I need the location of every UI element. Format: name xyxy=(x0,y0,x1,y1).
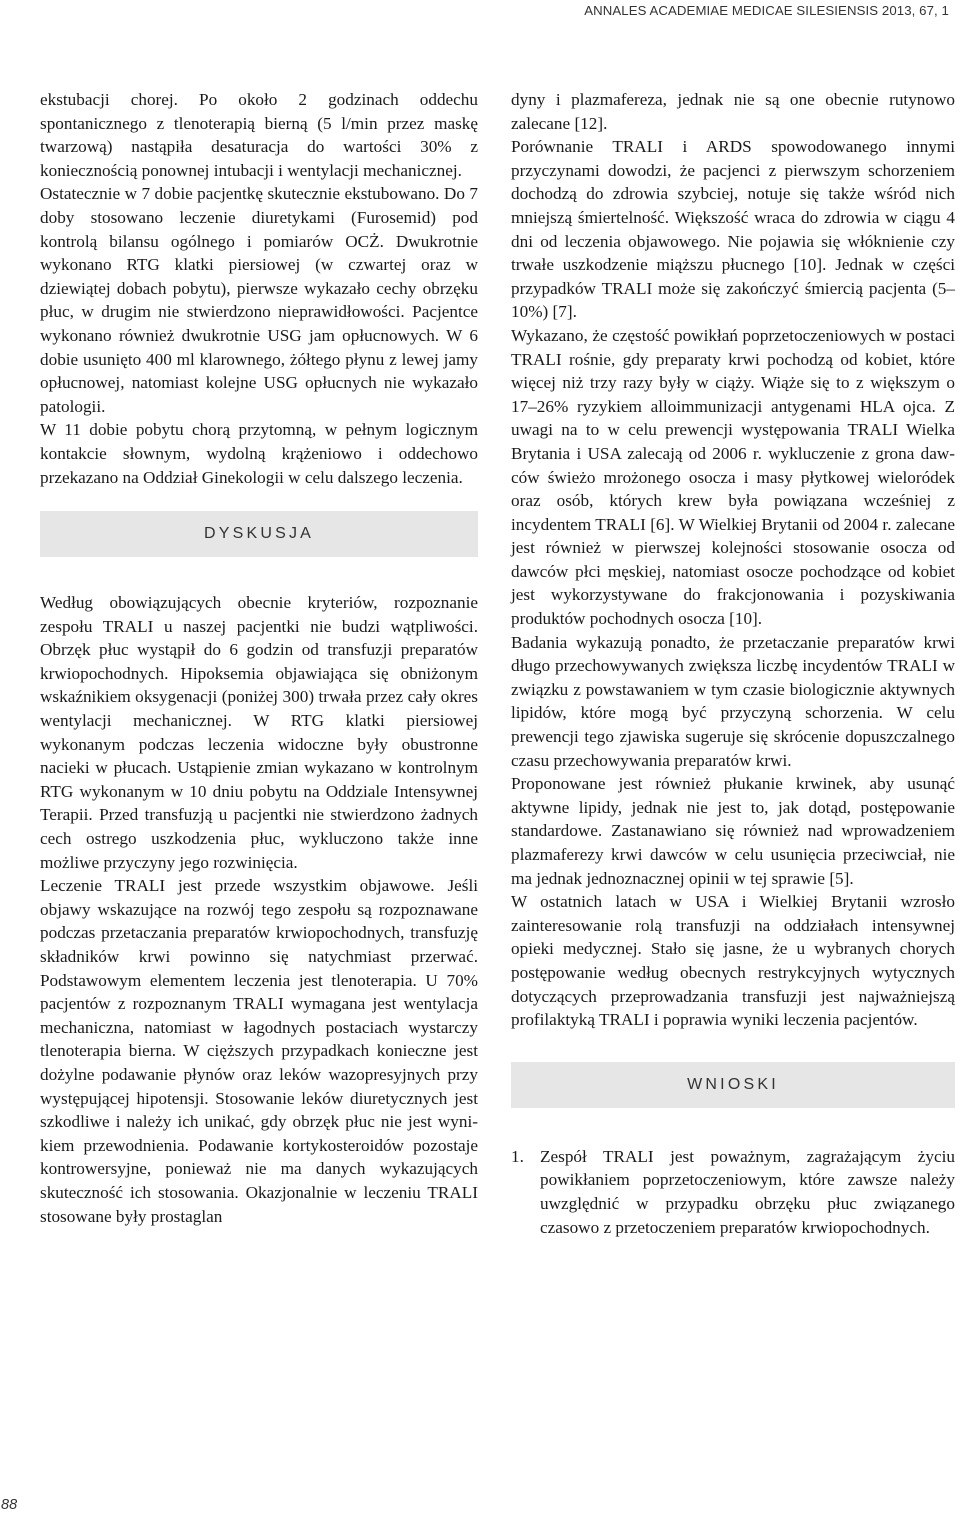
body-paragraph: W 11 dobie pobytu chorą przytomną, w pełnym logicznym kontakcie słownym, wydolną krążeniowo i oddechowo przekazano na Oddział Ginekologii w celu dalszego leczenia. xyxy=(40,420,478,487)
page-number: 88 xyxy=(1,1497,18,1513)
body-paragraph: dyny i plazmafereza, jednak nie są one obecnie rutynowo zalecane [12]. xyxy=(511,90,955,133)
body-paragraph: Badania wykazują ponadto, że przetaczanie preparatów krwi długo przechowywanych zwiększa liczbę incydentów TRALI w związku z powstawaniem w tym czasie biologicznie aktywnych lipidów, które mogą być przyczyną schorzenia. W celu prewencji tego zjawiska sugeruje się skrócenie dopuszczalnego czasu przechowywania preparatów krwi. xyxy=(511,632,955,770)
conclusions-list xyxy=(511,1145,955,1239)
section-heading-wnioski: WNIOSKI xyxy=(511,1062,955,1108)
list-item xyxy=(511,1145,955,1239)
body-paragraph: Proponowane jest również płukanie krwinek, aby usunąć aktywne lipidy, jednak nie jest to, jak dotąd, postępowanie standardowe. Zastanawiano się również nad wprowadzeniem plazmaferezy krwi dawców w celu usunięcia przeciwciał, nie ma jednak jednoznacznej opinii w tej sprawie [5]. xyxy=(511,774,955,888)
body-paragraph: W ostatnich latach w USA i Wielkiej Brytanii wzrosło zainteresowanie rolą transfuzji na oddziałach intensywnej opieki medycznej. Stało się jasne, że u wybranych chorych postępowanie według obecnych restrykcyjnych wytycznych dotyczących przeprowadzania transfuzji jest najważniejszą profilaktyką TRALI i poprawia wyniki leczenia pacjentów. xyxy=(511,892,955,1030)
body-paragraph: Porównanie TRALI i ARDS spowodowanego innymi przyczynami dowodzi, że pacjenci z pierwszym schorzeniem dochodzą do zdrowia szybciej, notuje się także wśród nich mniejszą śmiertelność. Większość wraca do zdrowia w ciągu 4 dni od leczenia objawowego. Nie pojawia się włóknienie czy trwałe uszkodzenie miąższu płucnego [10]. Jednak w części przypadków TRALI może się zakończyć śmiercią pacjenta (5–10%) [7]. xyxy=(511,137,955,322)
left-column xyxy=(40,88,478,1228)
list-item-text: Zespół TRALI jest poważnym, zagrażającym życiu powikłaniem poprzetoczeniowym, które zawsze należy uwzględnić w przypadku obrzęku płuc związanego czasowo z przetoczeniem preparatów krwiopochodnych. xyxy=(540,1146,955,1237)
running-header: ANNALES ACADEMIAE MEDICAE SILESIENSIS 2013, 67, 1 xyxy=(584,3,949,18)
list-item-number: 1. xyxy=(511,1146,524,1166)
body-paragraph: Ostatecznie w 7 dobie pacjentkę skutecznie ekstubowano. Do 7 doby stosowano leczenie diuretykami (Furosemid) pod kontrolą bilansu ogólnego i pomiarów OCŻ. Dwukrotnie wykonano RTG klatki piersiowej (w czwartej oraz w dziewiątej dobach pobytu), pierwsze wykazało cechy obrzęku płuc, w drugim nie stwierdzono nieprawidłowości. Pacjentce wykonano również dwukrotnie USG jam opłucnowych. W 6 dobie usunięto 400 ml klarownego, żółtego płynu z lewej jamy opłucnowej, natomiast kolejne USG opłucnych nie wykazało patologii. xyxy=(40,184,478,416)
body-paragraph: Leczenie TRALI jest przede wszystkim objawowe. Jeśli objawy wskazujące na rozwój tego zespołu są rozpoznawane podczas przetaczania preparatów krwiopochodnych, transfuzję składników krwi powinno się natychmiast przerwać. Podstawowym elementem leczenia jest tlenoterapia. U 70% pacjentów z rozpoznanym TRALI wymagana jest wentylacja mechaniczna, natomiast w łagodnych postaciach wystarczy tlenoterapia bierna. W cięższych przypadkach konieczne jest dożylne podawanie płynów oraz leków wazopresyjnych przy występującej hipotensji. Stosowanie leków diuretycznych jest szkodliwe i należy ich unikać, gdy obrzęk płuc nie jest wynikiem przewodnienia. Podawanie kortykosteroidów pozostaje kontrowersyjne, ponieważ nie ma danych wykazujących skuteczność ich stosowania. Okazjonalnie w leczeniu TRALI stosowane były prostaglan xyxy=(40,876,478,1226)
right-column xyxy=(511,88,955,1239)
body-paragraph: Wykazano, że częstość powikłań poprzetoczeniowych w postaci TRALI rośnie, gdy preparaty krwi pochodzą od kobiet, które więcej niż trzy razy były w ciąży. Wiąże się to z większym o 17–26% ryzykiem alloimmunizacji antygenami HLA ojca. Z uwagi na to w celu prewencji występowania TRALI Wielka Brytania i USA zalecają od 2006 r. wykluczenie z grona dawców świeżo mrożonego osocza i masy płytkowej wieloródek oraz osób, których krew była powiązana wcześniej z incydentem TRALI [6]. W Wielkiej Brytanii od 2004 r. zalecane jest również w pierwszej kolejności stosowanie osocza od dawców płci męskiej, natomiast osocze pochodzące od kobiet jest wykorzystywane do frakcjonowania i pozyskiwania produktów pochodnych osocza [10]. xyxy=(511,325,955,629)
body-paragraph: Według obowiązujących obecnie kryteriów, rozpoznanie zespołu TRALI u naszej pacjentki nie budzi wątpliwości. Obrzęk płuc wystąpił do 6 godzin od transfuzji preparatów krwiopochodnych. Hipoksemia objawiająca się obniżonym wskaźnikiem oksygenacji (poniżej 300) trwała przez cały okres wentylacji mechanicznej. W RTG klatki piersiowej wykonanym podczas leczenia widoczne były obustronne nacieki w płucach. Ustąpienie zmian wykazano w kontrolnym RTG wykonanym w 10 dniu pobytu na Oddziale Intensywnej Terapii. Przed transfuzją u pacjentki nie stwierdzono żadnych cech ostrego uszkodzenia płuc, wykluczono także inne możliwe przyczyny jego rozwinięcia. xyxy=(40,593,478,872)
section-heading-dyskusja: DYSKUSJA xyxy=(40,511,478,557)
body-paragraph: ekstubacji chorej. Po około 2 godzinach oddechu spontanicznego z tlenoterapią bierną (5 l/min przez maskę twarzową) nastąpiła desaturacja do wartości 30% z koniecznością ponownej intubacji i wentylacji mechanicznej. xyxy=(40,90,478,180)
